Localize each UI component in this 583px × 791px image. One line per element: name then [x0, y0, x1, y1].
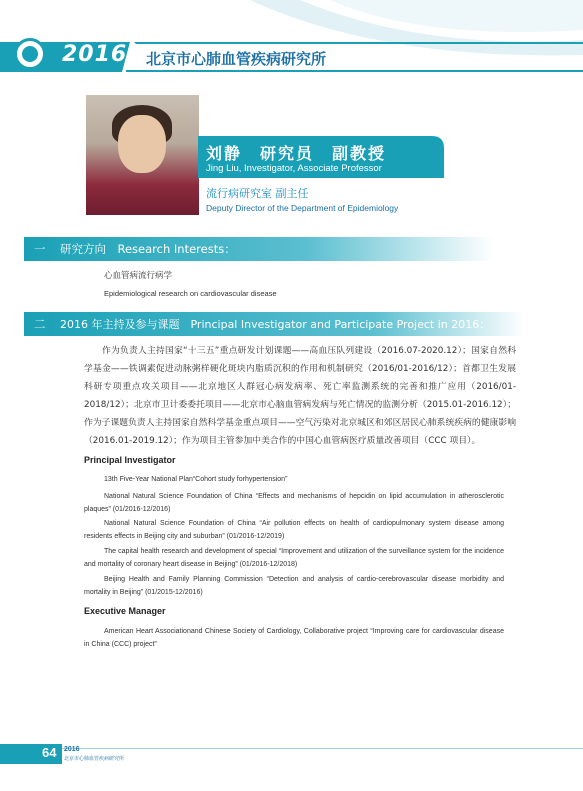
institute-logo — [14, 38, 46, 70]
pi-item: The capital health research and development of special “Improvement and utilization of the surveillance system for the incidence and mortality of coronary heart disease in Beijing” (01/2016-12/2018) — [84, 548, 504, 568]
pi-item: Beijing Health and Family Planning Commission “Detection and analysis of cardio-cerebrovascular disease morbidity and mortality in Beijing” (01/2015-12/2016) — [84, 576, 504, 596]
profile-dept-cn: 流行病研究室 副主任 — [206, 187, 309, 200]
em-heading: Executive Manager — [84, 606, 166, 616]
header-institute: 北京市心肺血管疾病研究所 — [146, 50, 327, 68]
em-item: American Heart Associationand Chinese Society of Cardiology, Collaborative project “Improving care for cardiovascular disease in China (CCC) project” — [84, 628, 504, 648]
pi-item: National Natural Science Foundation of China “Air pollution effects on health of cardiopulmonary system disease among residents effects in Beijing city and suburban” (01/2016-12/2019) — [84, 520, 504, 540]
pi-item: 13th Five-Year National Plan“Cohort study forhypertension” — [104, 476, 288, 483]
profile-dept-en: Deputy Director of the Department of Epidemiology — [206, 203, 399, 213]
research-interest-en: Epidemiological research on cardiovascular disease — [104, 289, 277, 298]
header-year: 2016 — [62, 42, 128, 67]
section-1-number: 一 — [34, 242, 46, 256]
research-interest-cn: 心血管病流行病学 — [104, 271, 173, 281]
section-2-number: 二 — [34, 317, 46, 331]
footer-year: 2016 — [64, 746, 80, 753]
profile-name-en: Jing Liu, Investigator, Associate Professor — [206, 163, 382, 174]
footer-institute: 北京市心肺血管疾病研究所 — [64, 756, 125, 762]
section-2-title: 2016 年主持及参与课题 Principal Investigator and Participate Project in 2016： — [60, 318, 491, 331]
page-number: 64 — [42, 745, 57, 760]
pi-heading: Principal Investigator — [84, 455, 176, 465]
profile-name-cn: 刘静 研究员 副教授 — [206, 144, 387, 163]
pi-item: National Natural Science Foundation of China “Effects and mechanisms of hepcidin on lipid accumulation in atherosclerotic plaques” (01/2016-12/2016) — [84, 493, 504, 513]
section-1-title: 研究方向 Research Interests： — [60, 242, 236, 256]
project-paragraph-cn: 作为负责人主持国家“十三五”重点研发计划课题——高血压队列建设（2016.07-2020.12）；国家自然科学基金——铁调素促进动脉粥样硬化斑块内脂质沉积的作用和机制研究（2016/01-2016/12）；首都卫生发展科研专项重点攻关项目——北京地区人群冠心病发病率、死亡率监测系统的完善和推广应用（2016/01-2018/12）；北京市卫计委委托项目——北京市心脑血管病发病与死亡情况的监测分析（2015.01-2016.12）；作为子课题负责人主持国家自然科学基金重点项目——空气污染对北京城区和郊区居民心肺系统疾病的健康影响（2016.01-2019.12）；作为项目主管参加中美合作的中国心血管病医疗质量改善项目（CCC 项目）。 — [84, 346, 516, 446]
footer-divider — [0, 748, 583, 749]
portrait-photo — [86, 95, 199, 215]
